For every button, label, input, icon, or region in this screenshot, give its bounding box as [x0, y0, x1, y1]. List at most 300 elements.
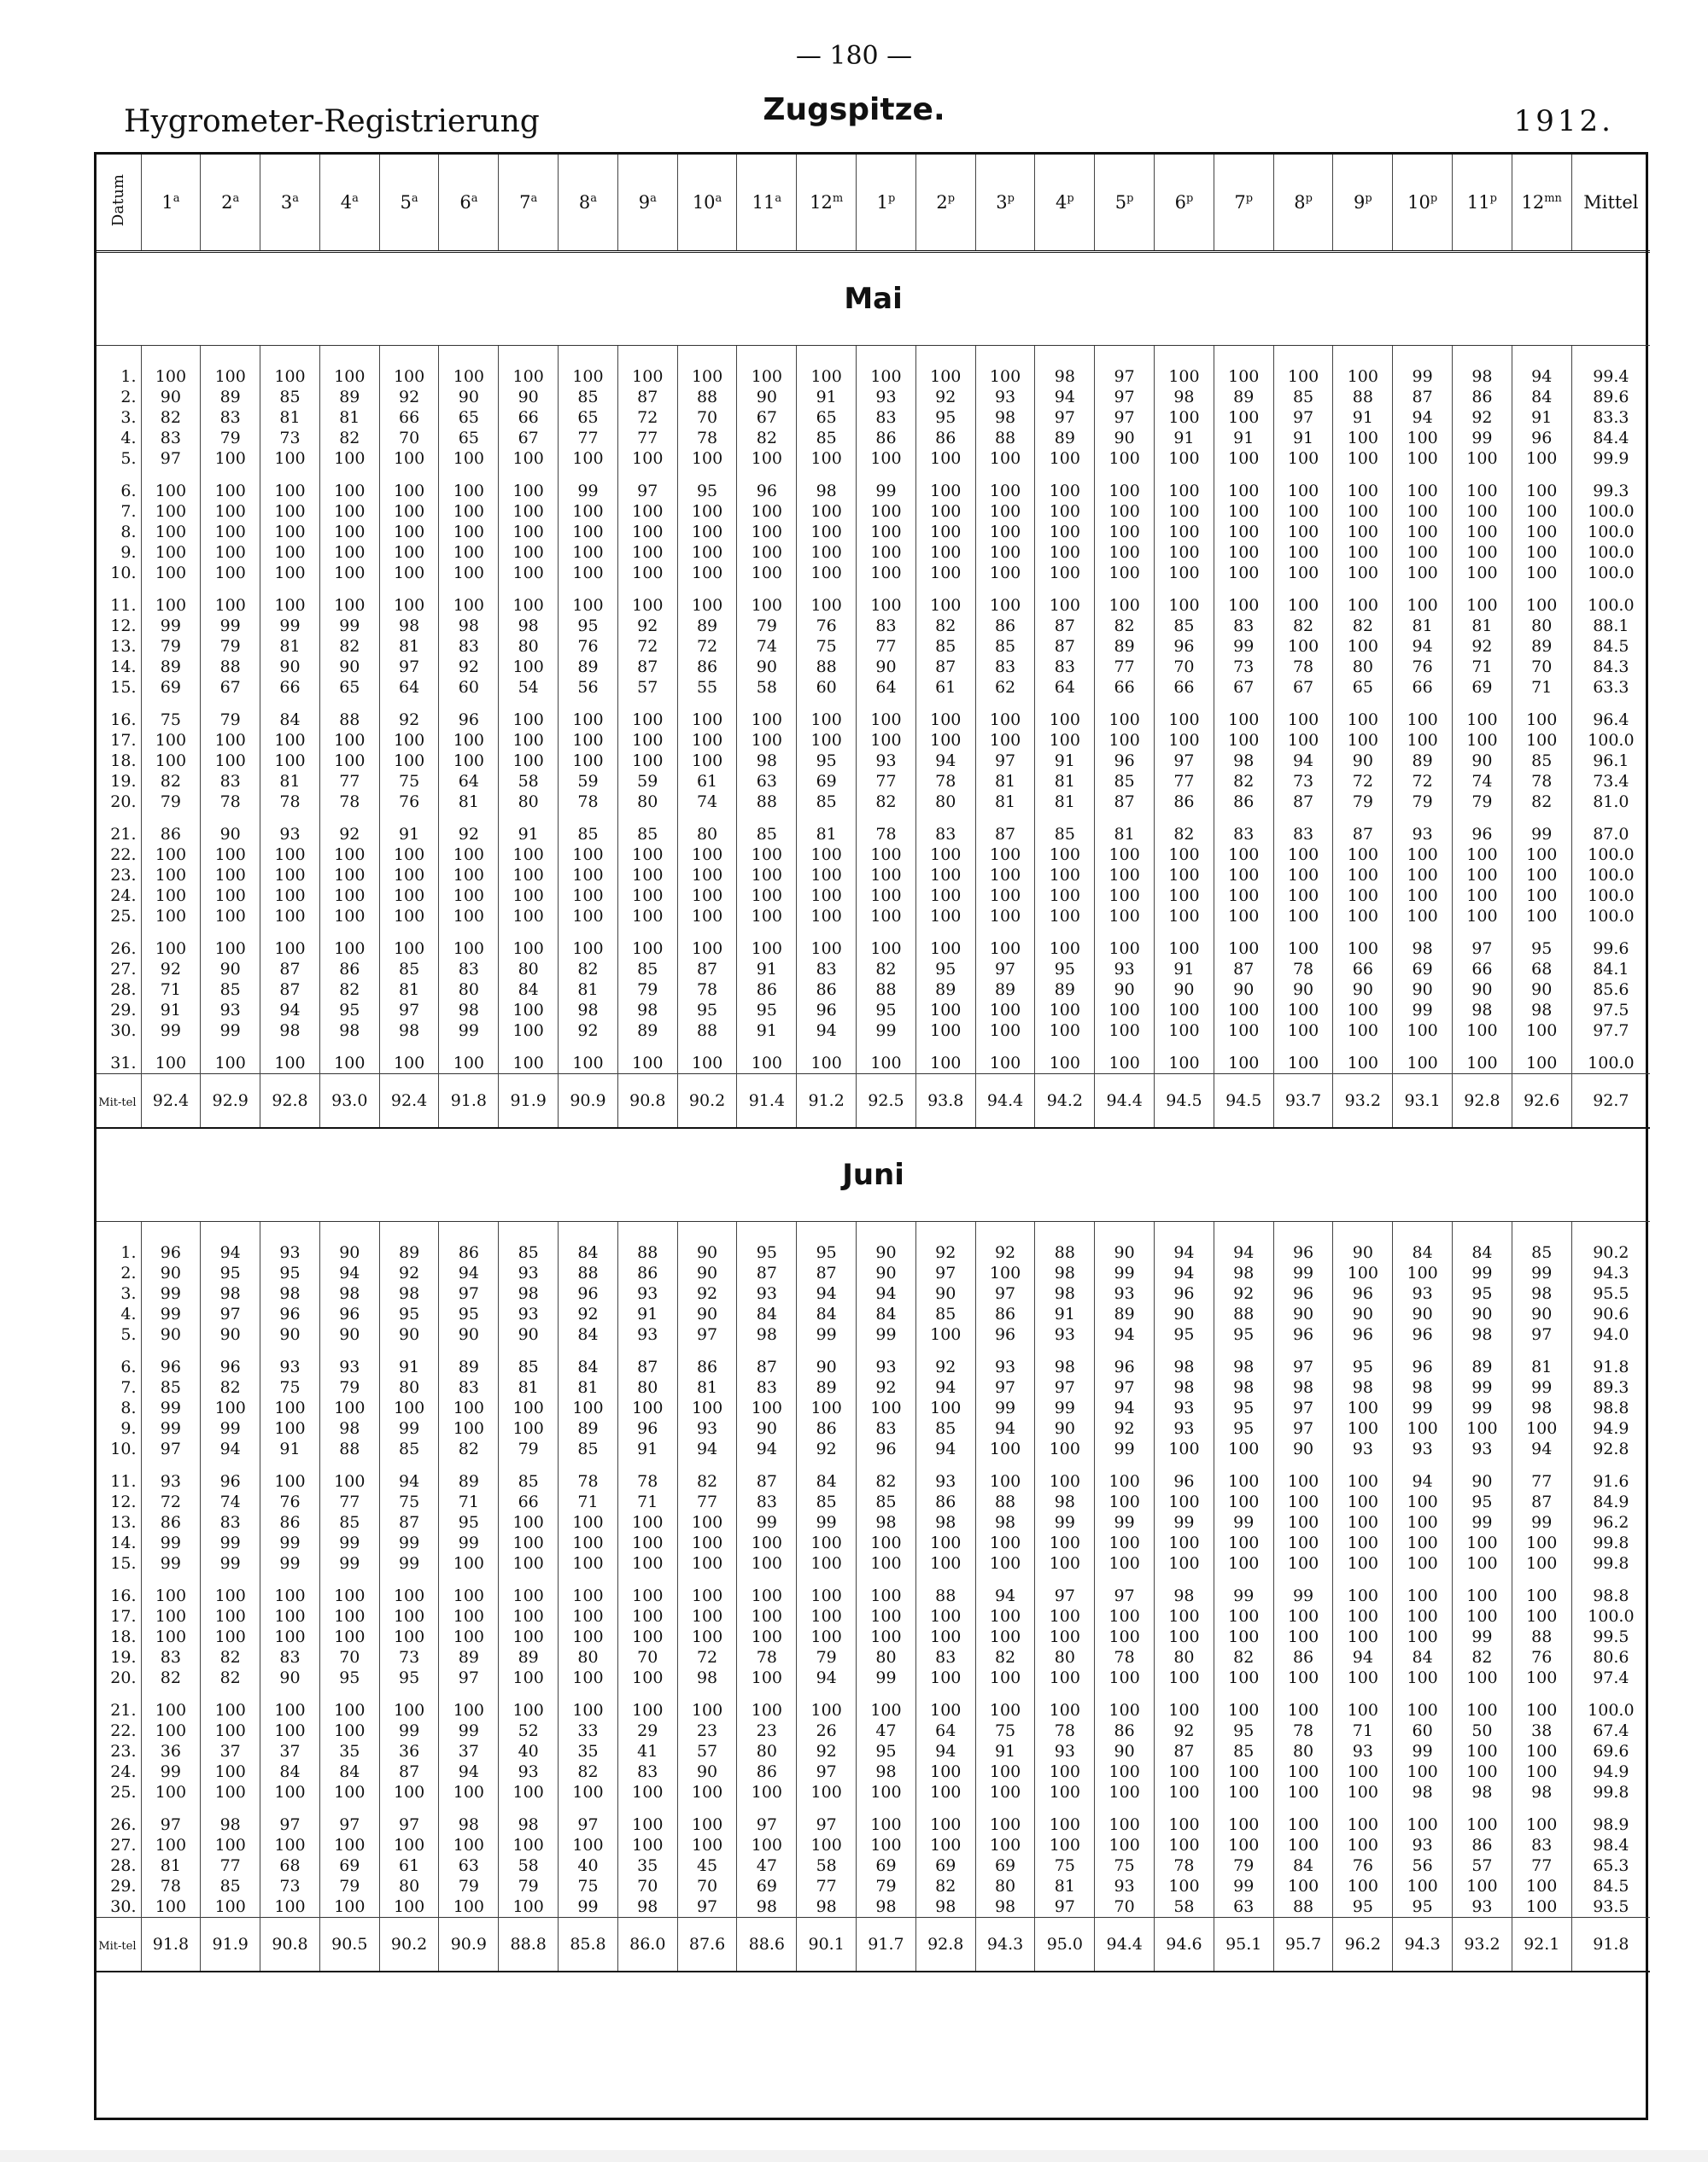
humidity-cell: 61: [379, 1855, 439, 1876]
humidity-cell: 100: [975, 698, 1035, 730]
humidity-cell: 87: [737, 1345, 797, 1377]
humidity-cell: 100: [1273, 563, 1333, 583]
humidity-cell: 100: [1035, 1688, 1095, 1721]
humidity-cell: 79: [141, 792, 201, 812]
humidity-cell: 100: [141, 865, 201, 885]
humidity-cell: 100: [1333, 906, 1393, 926]
hourly-mean-cell: 92.5: [857, 1074, 916, 1129]
daily-mean-cell: 67.4: [1571, 1721, 1650, 1741]
humidity-cell: 99: [260, 1533, 320, 1553]
humidity-cell: 97: [975, 1377, 1035, 1398]
humidity-cell: 94: [1333, 1647, 1393, 1668]
daily-mean-cell: 100.0: [1571, 844, 1650, 865]
humidity-cell: 100: [1333, 865, 1393, 885]
humidity-cell: 100: [559, 542, 618, 563]
humidity-cell: 100: [499, 1553, 559, 1574]
humidity-cell: 100: [1095, 865, 1155, 885]
humidity-cell: 100: [439, 865, 499, 885]
humidity-cell: 100: [1035, 542, 1095, 563]
humidity-cell: 100: [677, 366, 737, 387]
humidity-cell: 63: [439, 1855, 499, 1876]
humidity-cell: 100: [319, 865, 379, 885]
humidity-cell: 100: [915, 865, 975, 885]
humidity-cell: 84: [319, 1762, 379, 1782]
humidity-cell: 97: [915, 1263, 975, 1283]
humidity-cell: 85: [1512, 751, 1571, 771]
table-row: [97, 926, 1650, 959]
day-label: 11.: [110, 596, 137, 615]
daily-mean-cell: 100.0: [1571, 865, 1650, 885]
humidity-cell: 100: [559, 1398, 618, 1418]
humidity-cell: 100: [439, 366, 499, 387]
humidity-cell: 98: [201, 1803, 260, 1835]
humidity-cell: 86: [857, 428, 916, 448]
hourly-mean-cell: 91.8: [1571, 1918, 1650, 1972]
humidity-cell: 100: [737, 1668, 797, 1688]
table-row: [97, 677, 1650, 698]
humidity-cell: 87: [1273, 792, 1333, 812]
humidity-cell: 82: [319, 428, 379, 448]
table-row: [97, 1263, 1650, 1283]
humidity-cell: 85: [260, 387, 320, 407]
spacer-cell: [1035, 1222, 1095, 1243]
humidity-cell: 100: [379, 522, 439, 542]
day-label: 17.: [110, 1607, 137, 1626]
humidity-cell: 99: [797, 1324, 857, 1345]
humidity-cell: 100: [1273, 1606, 1333, 1627]
humidity-cell: 100: [1214, 730, 1273, 751]
humidity-cell: 100: [1512, 1741, 1571, 1762]
humidity-cell: 100: [857, 1803, 916, 1835]
humidity-cell: 100: [260, 751, 320, 771]
humidity-cell: 87: [1512, 1492, 1571, 1512]
humidity-cell: 99: [975, 1398, 1035, 1418]
humidity-cell: 98: [379, 1283, 439, 1304]
humidity-cell: 98: [975, 407, 1035, 428]
humidity-cell: 100: [857, 1782, 916, 1803]
humidity-cell: 88: [1214, 1304, 1273, 1324]
humidity-cell: 87: [737, 1263, 797, 1283]
humidity-cell: 100: [915, 563, 975, 583]
column-header-hour: 10$^p$: [1393, 155, 1453, 252]
humidity-cell: 83: [1214, 812, 1273, 844]
humidity-cell: 78: [677, 428, 737, 448]
humidity-cell: 99: [1393, 1741, 1453, 1762]
daily-mean-cell: 92.8: [1571, 1439, 1650, 1459]
humidity-cell: 100: [141, 1896, 201, 1918]
humidity-cell: 100: [141, 730, 201, 751]
humidity-cell: 83: [439, 959, 499, 979]
spacer-cell: [559, 1222, 618, 1243]
table-row: [97, 1324, 1650, 1345]
spacer-cell: [260, 346, 320, 367]
daily-mean-cell: 100.0: [1571, 1606, 1650, 1627]
spacer-cell: [737, 346, 797, 367]
humidity-cell: 100: [617, 1574, 677, 1606]
humidity-cell: 77: [1512, 1459, 1571, 1492]
humidity-cell: 58: [499, 771, 559, 792]
humidity-cell: 99: [1453, 1377, 1512, 1398]
humidity-cell: 100: [1512, 1041, 1571, 1074]
humidity-cell: 100: [499, 1041, 559, 1074]
humidity-cell: 98: [1453, 1324, 1512, 1345]
humidity-cell: 90: [1333, 1242, 1393, 1263]
humidity-cell: 82: [201, 1377, 260, 1398]
humidity-cell: 100: [319, 1398, 379, 1418]
humidity-cell: 66: [499, 407, 559, 428]
humidity-cell: 96: [737, 469, 797, 501]
humidity-cell: 80: [1273, 1741, 1333, 1762]
humidity-cell: 98: [1453, 1000, 1512, 1020]
humidity-cell: 93: [260, 812, 320, 844]
humidity-cell: 100: [617, 1041, 677, 1074]
humidity-cell: 83: [1512, 1835, 1571, 1855]
humidity-cell: 100: [1095, 542, 1155, 563]
humidity-cell: 94: [379, 1459, 439, 1492]
humidity-cell: 88: [737, 792, 797, 812]
humidity-cell: 81: [499, 1377, 559, 1398]
humidity-cell: 100: [1095, 1782, 1155, 1803]
humidity-cell: 100: [319, 542, 379, 563]
day-label: 12.: [110, 616, 137, 635]
humidity-cell: 76: [797, 616, 857, 636]
column-header-hour: 2$^a$: [201, 155, 260, 252]
humidity-cell: 96: [1393, 1324, 1453, 1345]
humidity-cell: 100: [677, 1803, 737, 1835]
humidity-cell: 100: [1333, 1263, 1393, 1283]
humidity-cell: 88: [1333, 387, 1393, 407]
humidity-cell: 100: [499, 366, 559, 387]
humidity-cell: 92: [559, 1020, 618, 1041]
humidity-cell: 79: [737, 616, 797, 636]
humidity-cell: 99: [439, 1721, 499, 1741]
humidity-cell: 81: [379, 636, 439, 657]
humidity-cell: 79: [201, 636, 260, 657]
humidity-cell: 93: [1333, 1439, 1393, 1459]
humidity-cell: 66: [260, 677, 320, 698]
humidity-cell: 70: [379, 428, 439, 448]
humidity-cell: 100: [677, 698, 737, 730]
hourly-mean-cell: 93.1: [1393, 1074, 1453, 1129]
humidity-cell: 100: [1273, 1782, 1333, 1803]
humidity-cell: 94: [1095, 1324, 1155, 1345]
humidity-cell: 100: [1035, 563, 1095, 583]
humidity-cell: 97: [617, 469, 677, 501]
day-label: 18.: [110, 1627, 137, 1646]
daily-mean-cell: 100.0: [1571, 563, 1650, 583]
humidity-cell: 88: [319, 1439, 379, 1459]
day-label: 10.: [110, 564, 137, 582]
table-row: [97, 698, 1650, 730]
day-label: 1.: [120, 367, 137, 386]
humidity-cell: 90: [737, 657, 797, 677]
humidity-cell: 100: [975, 563, 1035, 583]
humidity-cell: 100: [201, 1398, 260, 1418]
hourly-mean-cell: 91.8: [141, 1918, 201, 1972]
daily-mean-cell: 94.3: [1571, 1263, 1650, 1283]
humidity-cell: 86: [141, 1512, 201, 1533]
humidity-cell: 92: [1095, 1418, 1155, 1439]
humidity-cell: 81: [1035, 1876, 1095, 1896]
humidity-cell: 100: [439, 563, 499, 583]
humidity-cell: 88: [915, 1574, 975, 1606]
humidity-cell: 87: [260, 979, 320, 1000]
daily-mean-cell: 90.6: [1571, 1304, 1650, 1324]
humidity-cell: 100: [1155, 730, 1214, 751]
humidity-cell: 100: [379, 1896, 439, 1918]
humidity-cell: 91: [379, 1345, 439, 1377]
humidity-cell: 100: [737, 542, 797, 563]
humidity-cell: 93: [1095, 959, 1155, 979]
humidity-cell: 99: [319, 616, 379, 636]
humidity-cell: 26: [797, 1721, 857, 1741]
humidity-cell: 90: [857, 1242, 916, 1263]
humidity-cell: 77: [1095, 657, 1155, 677]
humidity-cell: 100: [1512, 906, 1571, 926]
humidity-cell: 100: [319, 583, 379, 616]
humidity-cell: 100: [1333, 469, 1393, 501]
humidity-cell: 100: [1273, 448, 1333, 469]
humidity-cell: 98: [975, 1512, 1035, 1533]
humidity-cell: 100: [499, 1627, 559, 1647]
daily-mean-cell: 94.9: [1571, 1418, 1650, 1439]
humidity-cell: 100: [379, 1627, 439, 1647]
hourly-mean-cell: 93.2: [1333, 1074, 1393, 1129]
humidity-cell: 100: [319, 1606, 379, 1627]
table-row: [97, 885, 1650, 906]
humidity-cell: 98: [260, 1283, 320, 1304]
humidity-cell: 83: [201, 771, 260, 792]
humidity-cell: 100: [1095, 885, 1155, 906]
humidity-cell: 100: [260, 1606, 320, 1627]
month-title-row: [97, 252, 1650, 346]
humidity-cell: 100: [1095, 1000, 1155, 1020]
mean-label-cell: [97, 1918, 141, 1972]
humidity-cell: 83: [439, 1377, 499, 1398]
humidity-cell: 100: [201, 751, 260, 771]
humidity-cell: 82: [1512, 792, 1571, 812]
humidity-cell: 93: [857, 751, 916, 771]
column-header-hour: 4$^a$: [319, 155, 379, 252]
humidity-cell: 100: [439, 1553, 499, 1574]
column-header-hour: 4$^p$: [1035, 155, 1095, 252]
humidity-cell: 100: [1453, 542, 1512, 563]
humidity-cell: 83: [201, 407, 260, 428]
humidity-cell: 63: [1214, 1896, 1273, 1918]
spacer-cell: [1571, 1222, 1650, 1243]
humidity-cell: 100: [1333, 885, 1393, 906]
table-row: [97, 1492, 1650, 1512]
humidity-cell: 98: [915, 1512, 975, 1533]
humidity-cell: 82: [439, 1439, 499, 1459]
humidity-cell: 100: [260, 366, 320, 387]
humidity-cell: 78: [1273, 1721, 1333, 1741]
humidity-cell: 100: [1512, 1553, 1571, 1574]
humidity-cell: 100: [975, 1459, 1035, 1492]
humidity-cell: 52: [499, 1721, 559, 1741]
humidity-cell: 92: [617, 616, 677, 636]
table-row: [97, 1835, 1650, 1855]
humidity-cell: 90: [1095, 1242, 1155, 1263]
humidity-cell: 80: [677, 812, 737, 844]
humidity-cell: 68: [1512, 959, 1571, 979]
humidity-cell: 100: [1214, 1688, 1273, 1721]
humidity-cell: 100: [1333, 1459, 1393, 1492]
humidity-cell: 100: [737, 1606, 797, 1627]
humidity-cell: 100: [857, 730, 916, 751]
humidity-cell: 85: [797, 792, 857, 812]
humidity-cell: 94: [677, 1439, 737, 1459]
humidity-cell: 100: [1214, 1459, 1273, 1492]
day-label: 24.: [110, 886, 137, 905]
humidity-cell: 100: [260, 1627, 320, 1647]
humidity-cell: 96: [1393, 1345, 1453, 1377]
humidity-cell: 81: [260, 771, 320, 792]
column-header-hour: 6$^p$: [1155, 155, 1214, 252]
humidity-cell: 93: [975, 1345, 1035, 1377]
table-row: [97, 959, 1650, 979]
humidity-cell: 84: [559, 1345, 618, 1377]
humidity-cell: 86: [1453, 387, 1512, 407]
humidity-cell: 94: [1035, 387, 1095, 407]
humidity-cell: 99: [1035, 1398, 1095, 1418]
humidity-cell: 100: [319, 926, 379, 959]
humidity-cell: 90: [499, 1324, 559, 1345]
humidity-cell: 100: [1214, 1782, 1273, 1803]
humidity-cell: 72: [141, 1492, 201, 1512]
humidity-cell: 83: [737, 1492, 797, 1512]
humidity-cell: 87: [1333, 812, 1393, 844]
humidity-cell: 100: [141, 583, 201, 616]
humidity-cell: 98: [319, 1418, 379, 1439]
humidity-cell: 93: [857, 387, 916, 407]
humidity-cell: 96: [1333, 1283, 1393, 1304]
humidity-cell: 100: [1155, 1041, 1214, 1074]
humidity-cell: 70: [677, 407, 737, 428]
humidity-cell: 100: [975, 1533, 1035, 1553]
humidity-cell: 100: [141, 1627, 201, 1647]
humidity-cell: 94: [975, 1418, 1035, 1439]
humidity-cell: 100: [975, 1688, 1035, 1721]
humidity-cell: 100: [737, 1627, 797, 1647]
humidity-cell: 100: [1155, 448, 1214, 469]
humidity-cell: 99: [1095, 1512, 1155, 1533]
humidity-cell: 94: [1393, 1459, 1453, 1492]
humidity-cell: 95: [857, 1741, 916, 1762]
humidity-cell: 92: [797, 1439, 857, 1459]
humidity-cell: 99: [1453, 1627, 1512, 1647]
humidity-cell: 89: [617, 1020, 677, 1041]
humidity-cell: 74: [677, 792, 737, 812]
humidity-cell: 100: [1214, 926, 1273, 959]
humidity-cell: 100: [1393, 542, 1453, 563]
humidity-cell: 100: [915, 1668, 975, 1688]
humidity-cell: 100: [1273, 698, 1333, 730]
column-header-hour: 11$^p$: [1453, 155, 1512, 252]
humidity-cell: 90: [1155, 1304, 1214, 1324]
humidity-cell: 100: [737, 885, 797, 906]
humidity-cell: 100: [915, 1835, 975, 1855]
humidity-cell: 100: [1453, 1606, 1512, 1627]
humidity-cell: 100: [141, 1041, 201, 1074]
humidity-cell: 100: [201, 1782, 260, 1803]
humidity-cell: 96: [1155, 1283, 1214, 1304]
humidity-cell: 100: [201, 844, 260, 865]
humidity-cell: 100: [975, 1439, 1035, 1459]
humidity-cell: 83: [617, 1762, 677, 1782]
humidity-cell: 81: [319, 407, 379, 428]
humidity-cell: 100: [857, 1627, 916, 1647]
humidity-cell: 80: [499, 792, 559, 812]
humidity-cell: 100: [319, 448, 379, 469]
daily-mean-cell: 100.0: [1571, 542, 1650, 563]
humidity-cell: 100: [141, 469, 201, 501]
humidity-cell: 100: [915, 1041, 975, 1074]
humidity-cell: 100: [1214, 407, 1273, 428]
humidity-cell: 37: [439, 1741, 499, 1762]
humidity-cell: 100: [617, 885, 677, 906]
spacer-cell: [1333, 346, 1393, 367]
humidity-cell: 82: [1273, 616, 1333, 636]
humidity-cell: 90: [1333, 1304, 1393, 1324]
humidity-cell: 92: [975, 1242, 1035, 1263]
humidity-cell: 100: [260, 1896, 320, 1918]
humidity-cell: 41: [617, 1741, 677, 1762]
humidity-cell: 100: [379, 844, 439, 865]
humidity-cell: 93: [1333, 1741, 1393, 1762]
humidity-cell: 100: [559, 751, 618, 771]
humidity-cell: 100: [439, 1574, 499, 1606]
humidity-cell: 100: [975, 1627, 1035, 1647]
humidity-cell: 79: [797, 1647, 857, 1668]
humidity-cell: 89: [319, 387, 379, 407]
spacer-cell: [141, 346, 201, 367]
humidity-cell: 100: [319, 1459, 379, 1492]
humidity-cell: 100: [975, 1041, 1035, 1074]
humidity-cell: 100: [260, 926, 320, 959]
humidity-cell: 100: [1512, 563, 1571, 583]
humidity-cell: 100: [1035, 469, 1095, 501]
humidity-cell: 85: [1512, 1242, 1571, 1263]
humidity-cell: 100: [499, 1574, 559, 1606]
humidity-cell: 97: [1273, 1418, 1333, 1439]
humidity-cell: 100: [1333, 366, 1393, 387]
humidity-cell: 96: [260, 1304, 320, 1324]
column-header-datum: [97, 155, 141, 252]
humidity-cell: 100: [857, 885, 916, 906]
humidity-cell: 100: [201, 885, 260, 906]
humidity-cell: 89: [379, 1242, 439, 1263]
humidity-cell: 100: [1333, 844, 1393, 865]
humidity-cell: 99: [1512, 812, 1571, 844]
humidity-cell: 81: [260, 636, 320, 657]
humidity-cell: 91: [617, 1304, 677, 1324]
humidity-cell: 100: [677, 1041, 737, 1074]
humidity-cell: 96: [141, 1242, 201, 1263]
humidity-cell: 99: [1453, 1398, 1512, 1418]
humidity-cell: 90: [1155, 979, 1214, 1000]
humidity-cell: 100: [1333, 1606, 1393, 1627]
humidity-cell: 100: [1453, 730, 1512, 751]
humidity-cell: 100: [1512, 1533, 1571, 1553]
humidity-cell: 69: [915, 1855, 975, 1876]
hourly-mean-cell: 90.8: [260, 1918, 320, 1972]
humidity-cell: 100: [1273, 1668, 1333, 1688]
hourly-mean-cell: 93.2: [1453, 1918, 1512, 1972]
humidity-cell: 100: [319, 522, 379, 542]
humidity-cell: 100: [1512, 1762, 1571, 1782]
humidity-cell: 77: [1512, 1855, 1571, 1876]
